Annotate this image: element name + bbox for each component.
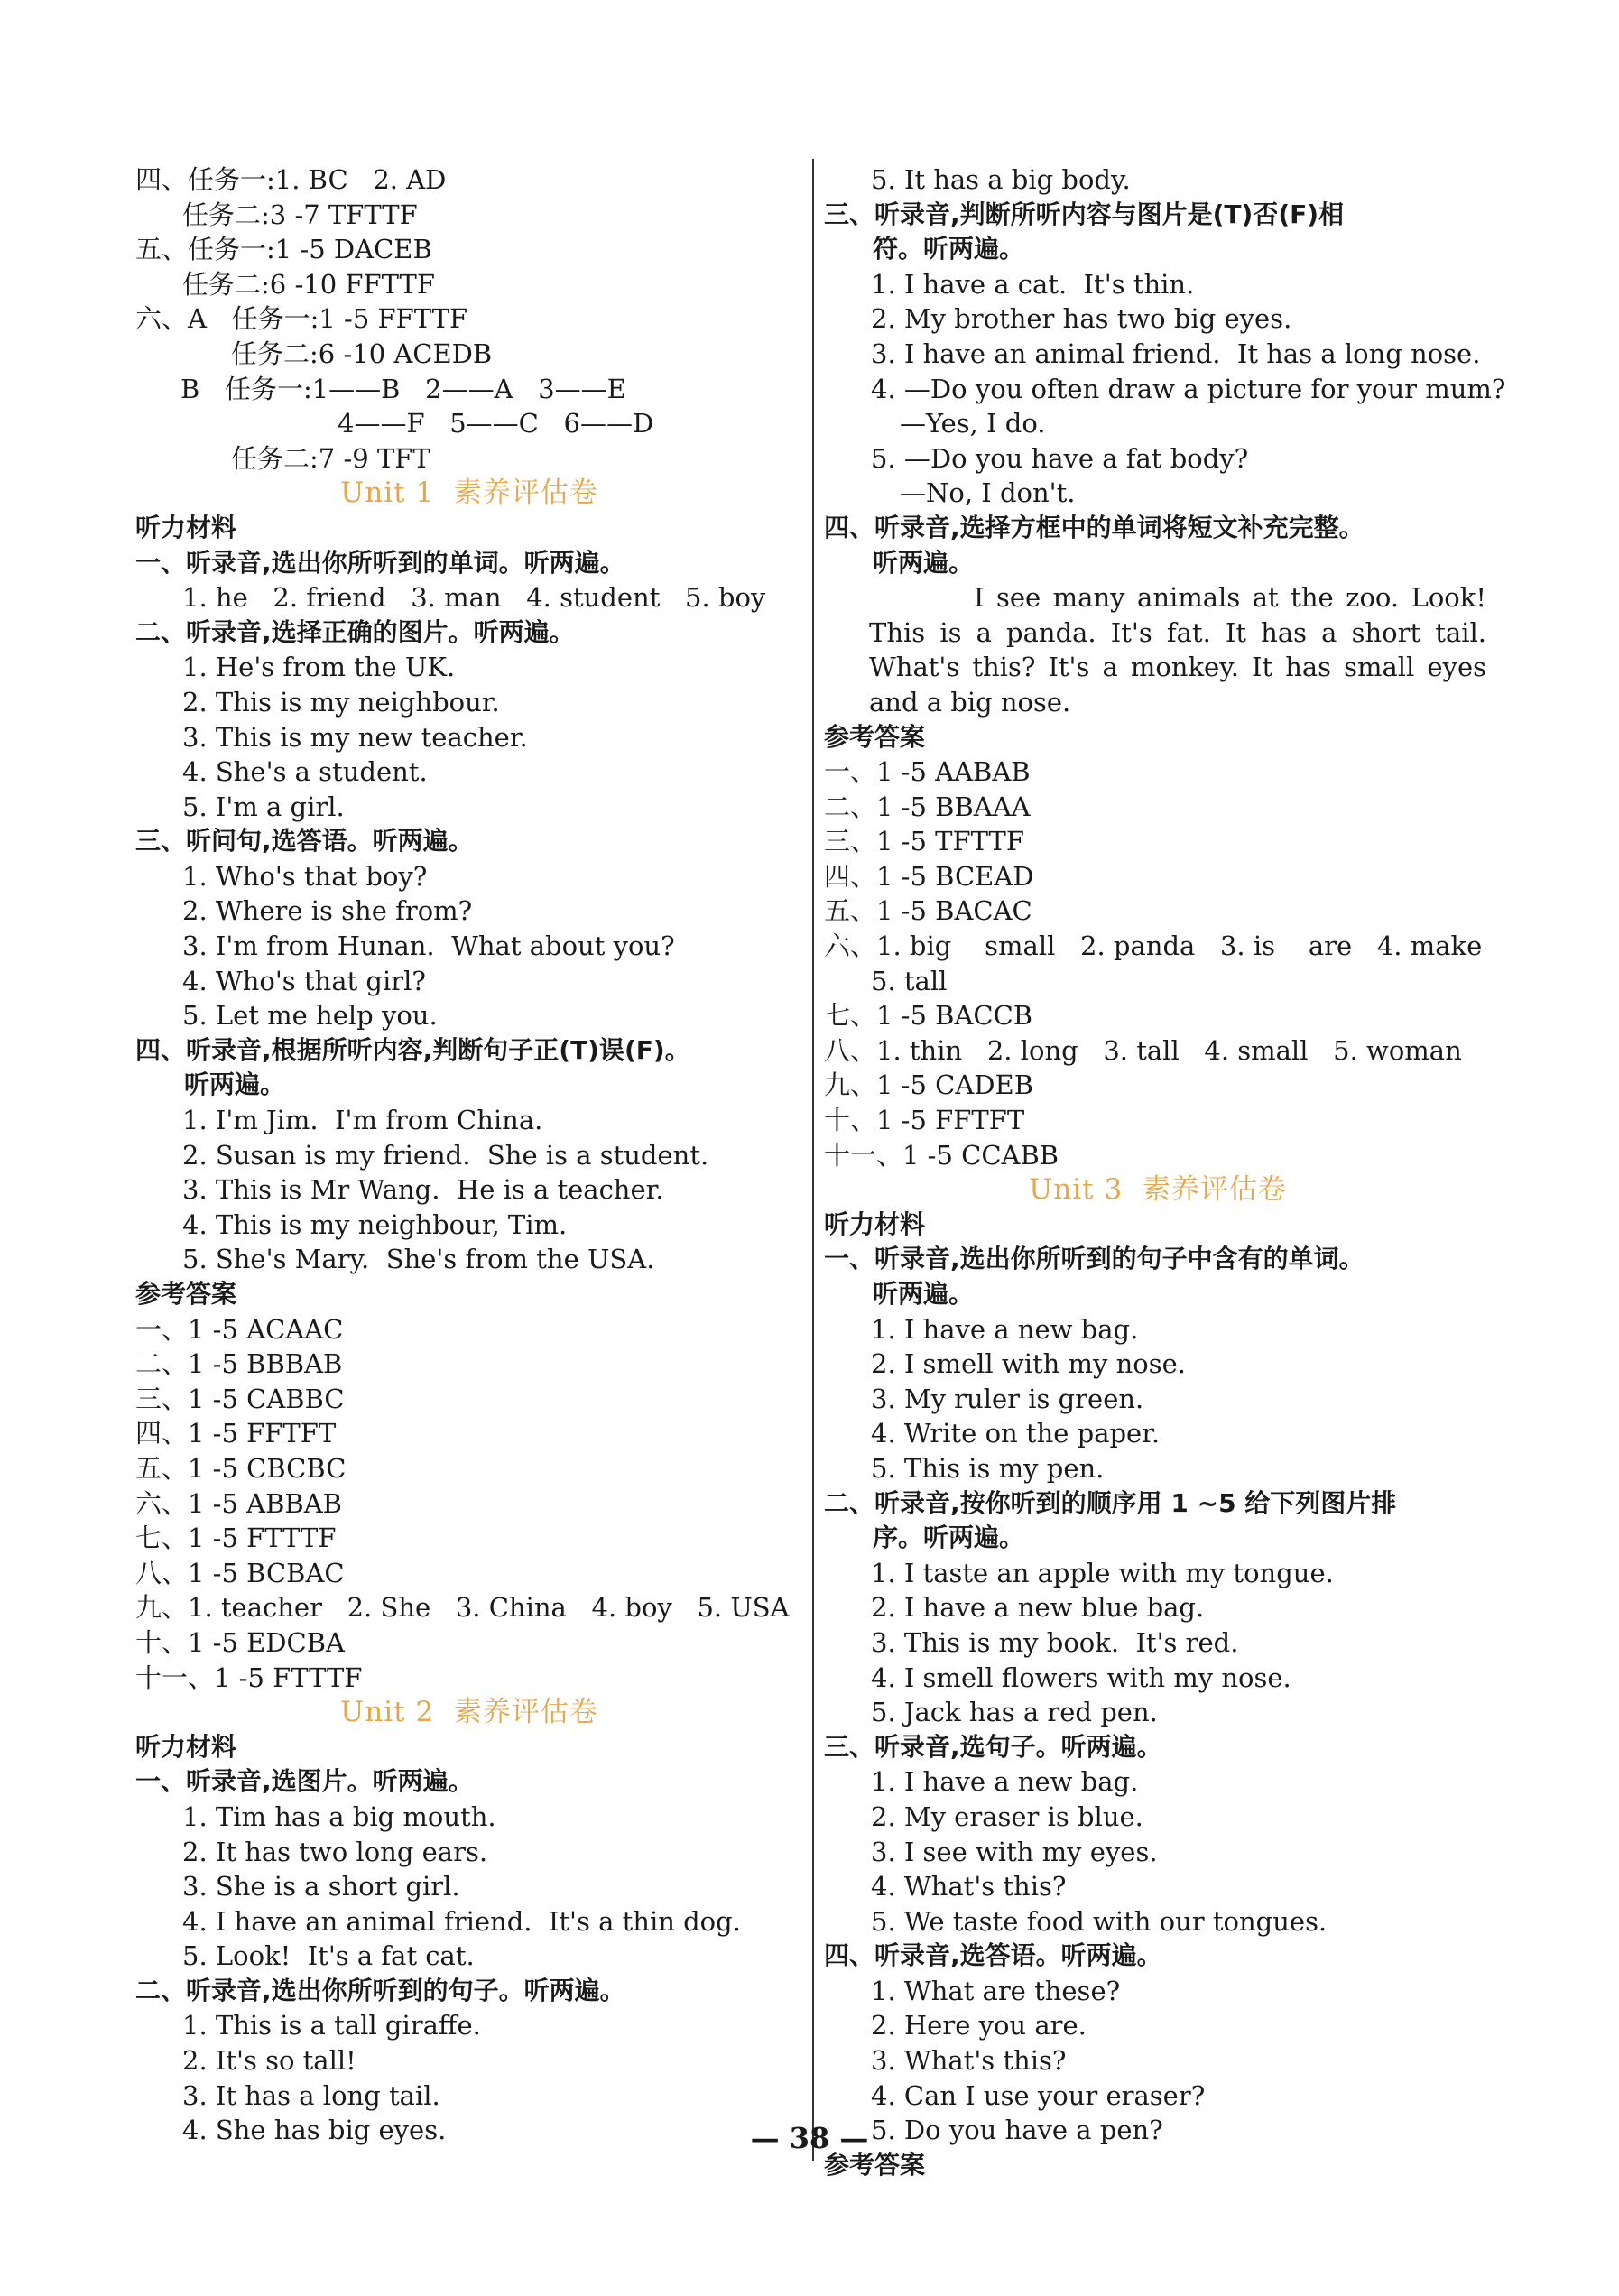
list-item: 1. he 2. friend 3. man 4. student 5. boy (182, 582, 766, 614)
list-item: 1. Tim has a big mouth. (182, 1801, 496, 1832)
question-heading-cont: 序。听两遍。 (873, 1523, 1025, 1553)
list-item: 3. I have an animal friend. It has a long nose. (871, 338, 1481, 369)
list-item: 5. Let me help you. (182, 1000, 438, 1032)
list-item: 5. She's Mary. She's from the USA. (182, 1244, 655, 1275)
text-line: 任务二:6 -10 ACEDB (231, 338, 493, 369)
list-item: 1. I'm Jim. I'm from China. (182, 1105, 543, 1136)
list-item: 5. It has a big body. (871, 164, 1131, 195)
section-label: 听力材料 (824, 1208, 926, 1239)
answer-line: 七、1 -5 BACCB (824, 1000, 1033, 1032)
question-heading: 四、听录音,根据所听内容,判断句子正(T)误(F)。 (135, 1034, 690, 1065)
question-heading: 一、听录音,选出你所听到的句子中含有的单词。 (824, 1244, 1365, 1274)
list-item: 2. I smell with my nose. (871, 1348, 1187, 1380)
list-item: 5. I'm a girl. (182, 791, 345, 822)
list-item: 3. It has a long tail. (182, 2079, 440, 2111)
question-heading: 三、听问句,选答语。听两遍。 (135, 826, 474, 856)
list-item: 1. Who's that boy? (182, 860, 428, 892)
answer-line: 一、1 -5 AABAB (824, 756, 1031, 788)
list-item: 1. I have a cat. It's thin. (871, 268, 1195, 300)
text-line: 任务二:3 -7 TFTTF (182, 199, 418, 230)
list-item: 5. Jack has a red pen. (871, 1697, 1158, 1728)
answer-line: 5. tall (871, 965, 948, 996)
section-label: 参考答案 (135, 1279, 237, 1309)
question-heading: 四、听录音,选答语。听两遍。 (824, 1940, 1162, 1971)
question-heading: 二、听录音,选择正确的图片。听两遍。 (135, 616, 575, 647)
list-item: 1. He's from the UK. (182, 652, 456, 683)
question-heading-cont: 听两遍。 (873, 1279, 975, 1309)
answer-line: 十、1 -5 FFTFT (824, 1105, 1025, 1136)
question-heading: 一、听录音,选出你所听到的单词。听两遍。 (135, 547, 625, 578)
list-item: 1. What are these? (871, 1975, 1121, 2006)
text-line: 六、A 任务一:1 -5 FFTTF (135, 303, 468, 335)
answer-line: 三、1 -5 TFTTF (824, 826, 1024, 857)
right-column (824, 162, 1506, 2182)
list-item: 2. This is my neighbour. (182, 686, 500, 718)
list-item: 2. Susan is my friend. She is a student. (182, 1139, 709, 1171)
list-item: 1. I have a new bag. (871, 1766, 1139, 1798)
answer-line: 六、1 -5 ABBAB (135, 1487, 342, 1519)
list-item: 2. Here you are. (871, 2010, 1087, 2041)
answer-line: 四、1 -5 BCEAD (824, 860, 1034, 892)
list-item: 4. Who's that girl? (182, 965, 426, 996)
list-item: 4. —Do you often draw a picture for your mum? (871, 373, 1506, 404)
list-item: 4. I have an animal friend. It's a thin dog. (182, 1905, 741, 1937)
left-column (135, 162, 803, 2148)
section-label: 参考答案 (824, 721, 926, 752)
list-item: —No, I don't. (900, 477, 1076, 509)
list-item: 3. I see with my eyes. (871, 1836, 1158, 1867)
section-label: 听力材料 (135, 1731, 237, 1762)
list-item: 4. She's a student. (182, 756, 428, 788)
text-line: 五、任务一:1 -5 DACEB (135, 234, 432, 265)
section-label: 参考答案 (824, 2149, 926, 2180)
list-item: 5. —Do you have a fat body? (871, 442, 1249, 474)
unit-title: Unit 2 素养评估卷 (340, 1696, 598, 1729)
list-item: 3. This is Mr Wang. He is a teacher. (182, 1174, 664, 1206)
question-heading: 一、听录音,选图片。听两遍。 (135, 1766, 474, 1797)
answer-line: 九、1 -5 CADEB (824, 1069, 1034, 1101)
question-heading: 三、听录音,判断所听内容与图片是(T)否(F)相 (824, 199, 1345, 229)
question-heading: 三、听录音,选句子。听两遍。 (824, 1731, 1162, 1762)
question-heading-cont: 听两遍。 (873, 547, 975, 578)
text-line: 任务二:6 -10 FFTTF (182, 268, 435, 300)
list-item: 1. This is a tall giraffe. (182, 2010, 481, 2041)
list-item: 4. Can I use your eraser? (871, 2079, 1206, 2111)
text-line: 任务二:7 -9 TFT (231, 442, 430, 474)
column-divider (812, 159, 814, 2161)
answer-line: 八、1. thin 2. long 3. tall 4. small 5. woman (824, 1034, 1462, 1066)
list-item: 3. She is a short girl. (182, 1871, 460, 1903)
unit-title: Unit 1 素养评估卷 (340, 477, 598, 510)
unit-title: Unit 3 素养评估卷 (1029, 1173, 1287, 1207)
text-line: B 任务一:1——B 2——A 3——E (180, 373, 626, 404)
list-item: 2. My brother has two big eyes. (871, 303, 1292, 335)
list-item: 1. I have a new bag. (871, 1313, 1139, 1345)
list-item: 3. This is my new teacher. (182, 721, 528, 753)
answer-line: 二、1 -5 BBBAB (135, 1348, 343, 1380)
answer-line: 七、1 -5 FTTTF (135, 1523, 337, 1554)
list-item: 5. Look! It's a fat cat. (182, 1940, 475, 1972)
list-item: 3. What's this? (871, 2045, 1067, 2077)
page-number: — 38 — (750, 2121, 869, 2155)
list-item: 2. My eraser is blue. (871, 1801, 1143, 1832)
list-item: 2. I have a new blue bag. (871, 1592, 1205, 1624)
list-item: 5. This is my pen. (871, 1452, 1105, 1484)
list-item: 4. I smell flowers with my nose. (871, 1662, 1291, 1693)
answer-line: 十、1 -5 EDCBA (135, 1626, 346, 1658)
answer-line: 十一、1 -5 CCABB (824, 1139, 1059, 1171)
list-item: 2. It has two long ears. (182, 1836, 488, 1867)
section-label: 听力材料 (135, 512, 237, 542)
answer-line: 六、1. big small 2. panda 3. is are 4. make (824, 930, 1483, 962)
list-item: 5. We taste food with our tongues. (871, 1905, 1328, 1937)
list-item: 3. I'm from Hunan. What about you? (182, 930, 675, 962)
list-item: 4. What's this? (871, 1871, 1067, 1903)
answer-line: 三、1 -5 CABBC (135, 1383, 345, 1414)
list-item: —Yes, I do. (900, 408, 1046, 440)
text-line: 4——F 5——C 6——D (338, 408, 654, 440)
answer-line: 八、1 -5 BCBAC (135, 1557, 345, 1588)
list-item: 3. My ruler is green. (871, 1383, 1144, 1414)
text-line: 四、任务一:1. BC 2. AD (135, 164, 447, 195)
list-item: 1. I taste an apple with my tongue. (871, 1557, 1334, 1588)
passage: I see many animals at the zoo. Look! This is a panda. It's fat. It has a short tail. What's this? It's a monkey. It has small eyes and a big nose. (869, 582, 1486, 718)
list-item: 4. Write on the paper. (871, 1418, 1161, 1449)
answer-line: 五、1 -5 CBCBC (135, 1452, 347, 1484)
question-heading: 二、听录音,选出你所听到的句子。听两遍。 (135, 1975, 625, 2005)
answer-line: 九、1. teacher 2. She 3. China 4. boy 5. USA (135, 1592, 790, 1624)
answer-line: 二、1 -5 BBAAA (824, 791, 1031, 822)
list-item: 5. Do you have a pen? (871, 2115, 1163, 2146)
list-item: 4. This is my neighbour, Tim. (182, 1208, 568, 1240)
list-item: 3. This is my book. It's red. (871, 1626, 1239, 1658)
list-item: 2. Where is she from? (182, 895, 473, 927)
answer-line: 一、1 -5 ACAAC (135, 1313, 344, 1345)
answer-line: 十一、1 -5 FTTTF (135, 1662, 363, 1693)
question-heading-cont: 听两遍。 (184, 1069, 286, 1100)
question-heading: 四、听录音,选择方框中的单词将短文补充完整。 (824, 512, 1365, 542)
list-item: 2. It's so tall! (182, 2045, 356, 2077)
question-heading-cont: 符。听两遍。 (873, 234, 1025, 264)
list-item: 4. She has big eyes. (182, 2115, 447, 2146)
answer-line: 四、1 -5 FFTFT (135, 1418, 337, 1449)
question-heading: 二、听录音,按你听到的顺序用 1 ~5 给下列图片排 (824, 1487, 1397, 1518)
answer-line: 五、1 -5 BACAC (824, 895, 1032, 927)
